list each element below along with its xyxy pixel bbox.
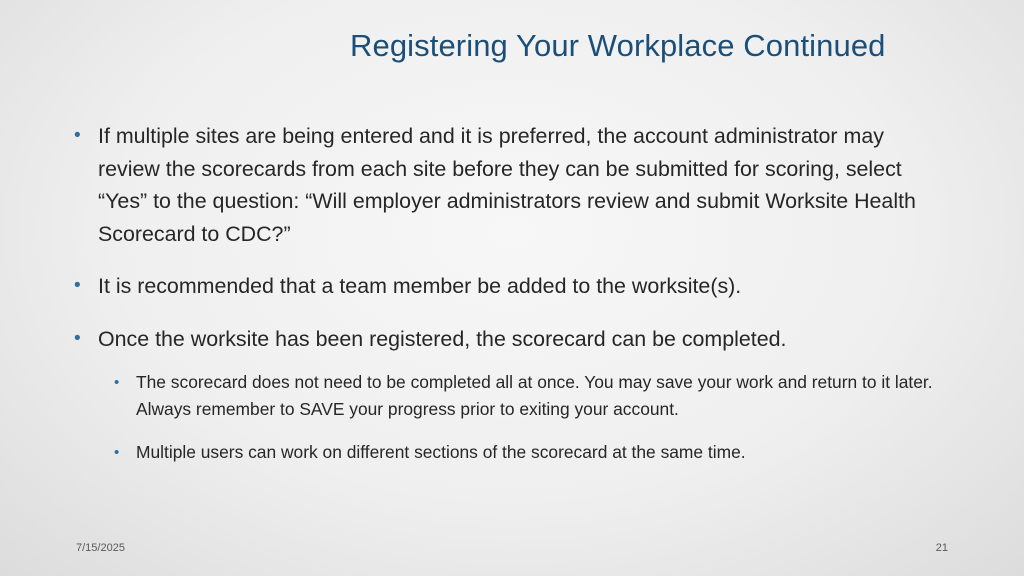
sub-bullet-item: • The scorecard does not need to be completed all at once. You may save your work and return to it later. Always remember to SAVE your progress prior to exiting your account.: [114, 369, 934, 423]
page-number: 21: [935, 542, 948, 554]
footer-date: 7/15/2025: [76, 542, 125, 554]
slide-content: [74, 120, 934, 482]
slide-title: Registering Your Workplace Continued: [350, 28, 886, 63]
sub-bullet-item: • Multiple users can work on different sections of the scorecard at the same time.: [114, 439, 934, 466]
bullet-item: • Once the worksite has been registered, the scorecard can be completed.: [74, 323, 934, 356]
bullet-item: • If multiple sites are being entered and it is preferred, the account administrator may review the scorecards from each site before they can be submitted for scoring, select “Yes” to the question: “Will employer administrators review and submit Worksite Health Scorecard to CDC?”: [74, 120, 934, 250]
bullet-item: • It is recommended that a team member be added to the worksite(s).: [74, 270, 934, 303]
